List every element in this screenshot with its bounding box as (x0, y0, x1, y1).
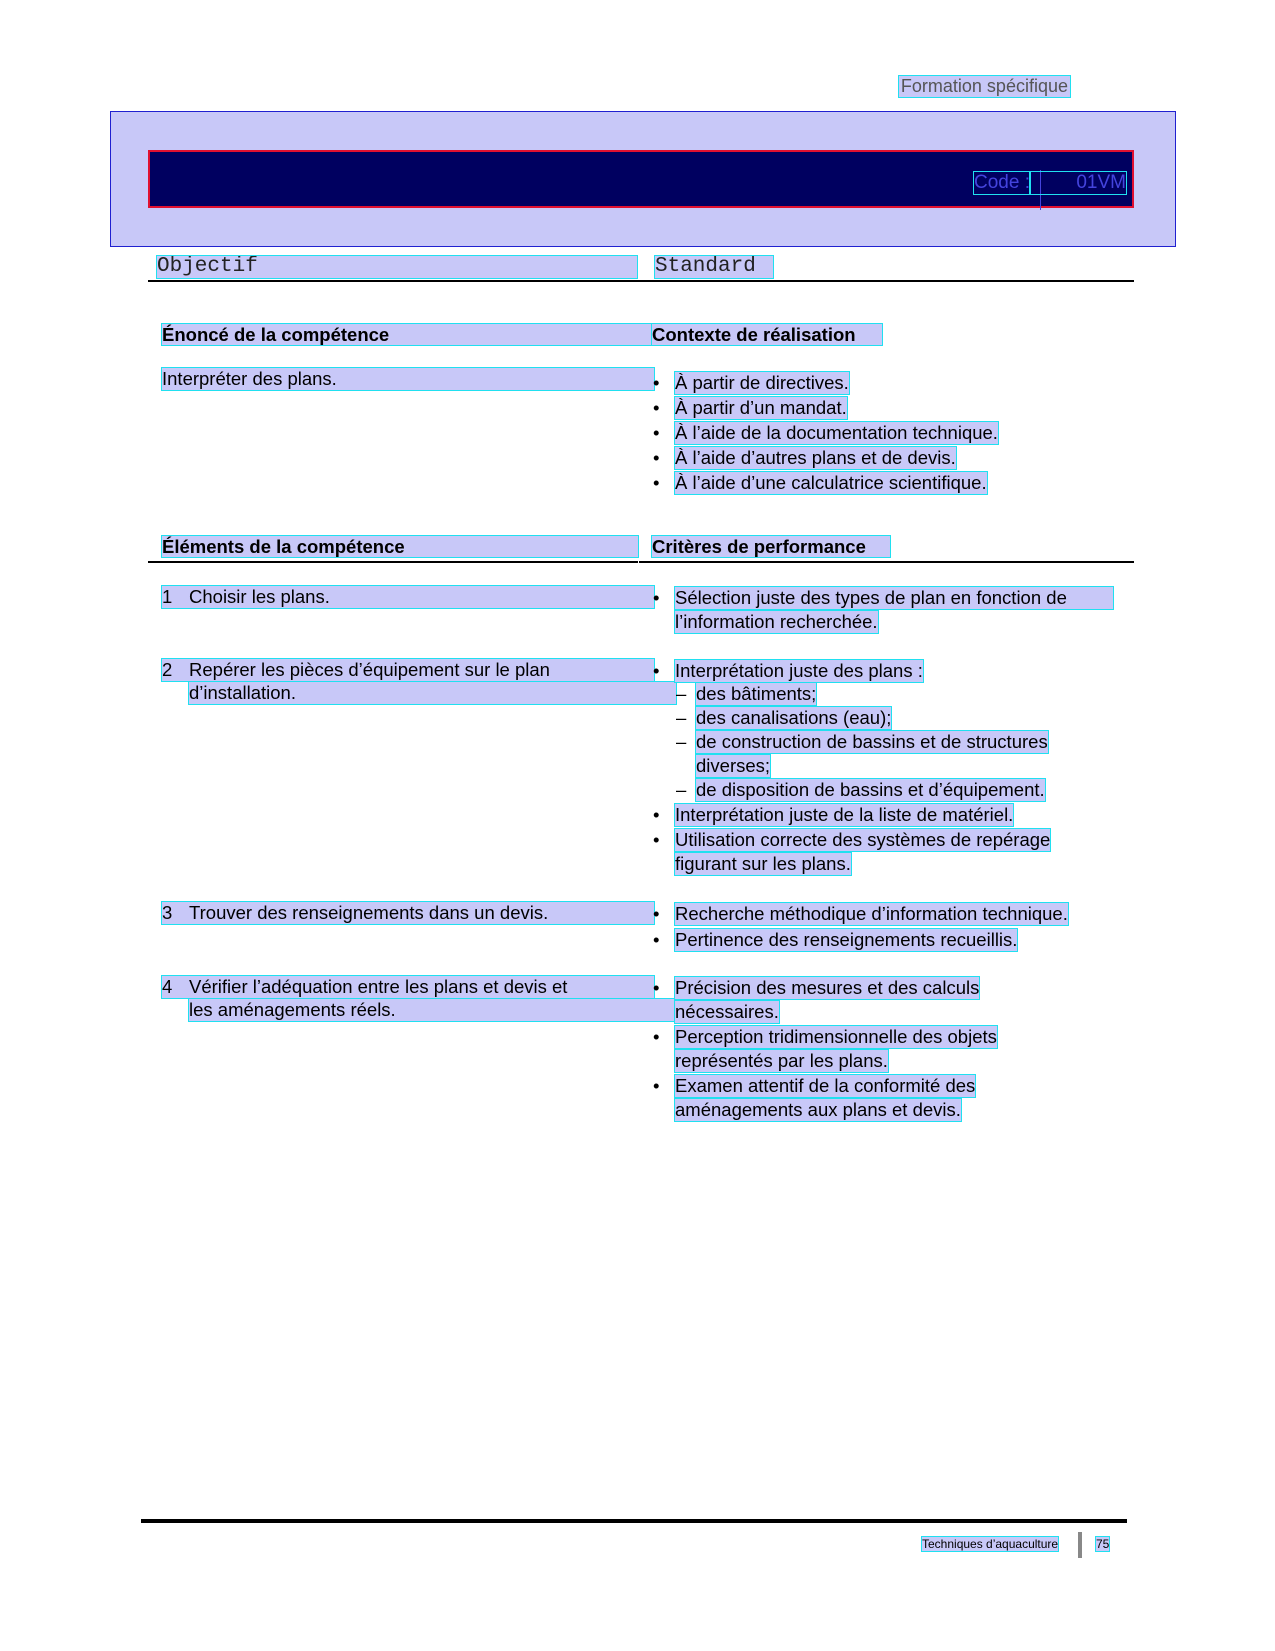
critere-item-cont: nécessaires. (675, 1001, 779, 1022)
footer-separator (1078, 1532, 1082, 1558)
contexte-item: • À partir d’un mandat. (653, 397, 847, 418)
critere-item: • Recherche méthodique d’information technique. (653, 903, 1068, 924)
footer-text: Techniques d’aquaculture (922, 1537, 1059, 1551)
objectif-label: Objectif (157, 256, 637, 278)
element-3: 3 Trouver des renseignements dans un devis. (162, 902, 654, 924)
page-number: 75 (1096, 1537, 1110, 1551)
elements-heading: Éléments de la compétence (162, 536, 638, 557)
divider-top (148, 280, 1134, 282)
element-2: 2 Repérer les pièces d’équipement sur le plan (162, 659, 654, 681)
criteres-heading: Critères de performance (652, 536, 890, 557)
critere-subitem-cont: diverses; (696, 755, 771, 776)
running-header: Formation spécifique (900, 76, 1068, 96)
contexte-heading: Contexte de réalisation (652, 324, 882, 345)
element-4: 4 Vérifier l’adéquation entre les plans et devis et (162, 976, 654, 998)
critere-subitem: – des bâtiments; (676, 683, 817, 704)
critere-subitem: – de disposition de bassins et d’équipement. (676, 779, 1045, 800)
contexte-item: • À l’aide d’autres plans et de devis. (653, 447, 956, 468)
critere-item-cont: aménagements aux plans et devis. (675, 1099, 961, 1120)
contexte-item: • À partir de directives. (653, 372, 849, 393)
critere-subitem: – de construction de bassins et de structures (676, 731, 1048, 752)
contexte-item: • À l’aide de la documentation technique. (653, 422, 998, 443)
code-value: 01VM (1030, 172, 1126, 194)
contexte-item: • À l’aide d’une calculatrice scientifique. (653, 472, 987, 493)
element-1: 1 Choisir les plans. (162, 586, 654, 608)
critere-item: • Sélection juste des types de plan en fonction de (675, 587, 1113, 609)
critere-item: • Examen attentif de la conformité des (653, 1075, 976, 1096)
critere-item: • Interprétation juste de la liste de matériel. (653, 804, 1014, 825)
critere-item: • Interprétation juste des plans : (653, 660, 923, 681)
enonce-heading: Énoncé de la compétence (162, 324, 654, 345)
critere-item-cont: représentés par les plans. (675, 1050, 888, 1071)
critere-item: • Utilisation correcte des systèmes de repérage (653, 829, 1051, 850)
divider-gap (638, 561, 639, 567)
footer-rule (141, 1519, 1127, 1523)
critere-item: • Précision des mesures et des calculs (653, 977, 980, 998)
critere-item: • Pertinence des renseignements recueillis. (653, 929, 1018, 950)
element-4-cont: les aménagements réels. (189, 999, 676, 1021)
critere-subitem: – des canalisations (eau); (676, 707, 892, 728)
code-label: Code : (974, 172, 1030, 193)
critere-item-cont: figurant sur les plans. (675, 853, 851, 874)
element-2-cont: d’installation. (189, 682, 676, 704)
critere-item: • Perception tridimensionnelle des objets (653, 1026, 997, 1047)
enonce-text: Interpréter des plans. (162, 368, 654, 390)
standard-label: Standard (655, 256, 773, 278)
critere-item-cont: l’information recherchée. (675, 611, 878, 632)
divider-elements (148, 561, 1134, 563)
